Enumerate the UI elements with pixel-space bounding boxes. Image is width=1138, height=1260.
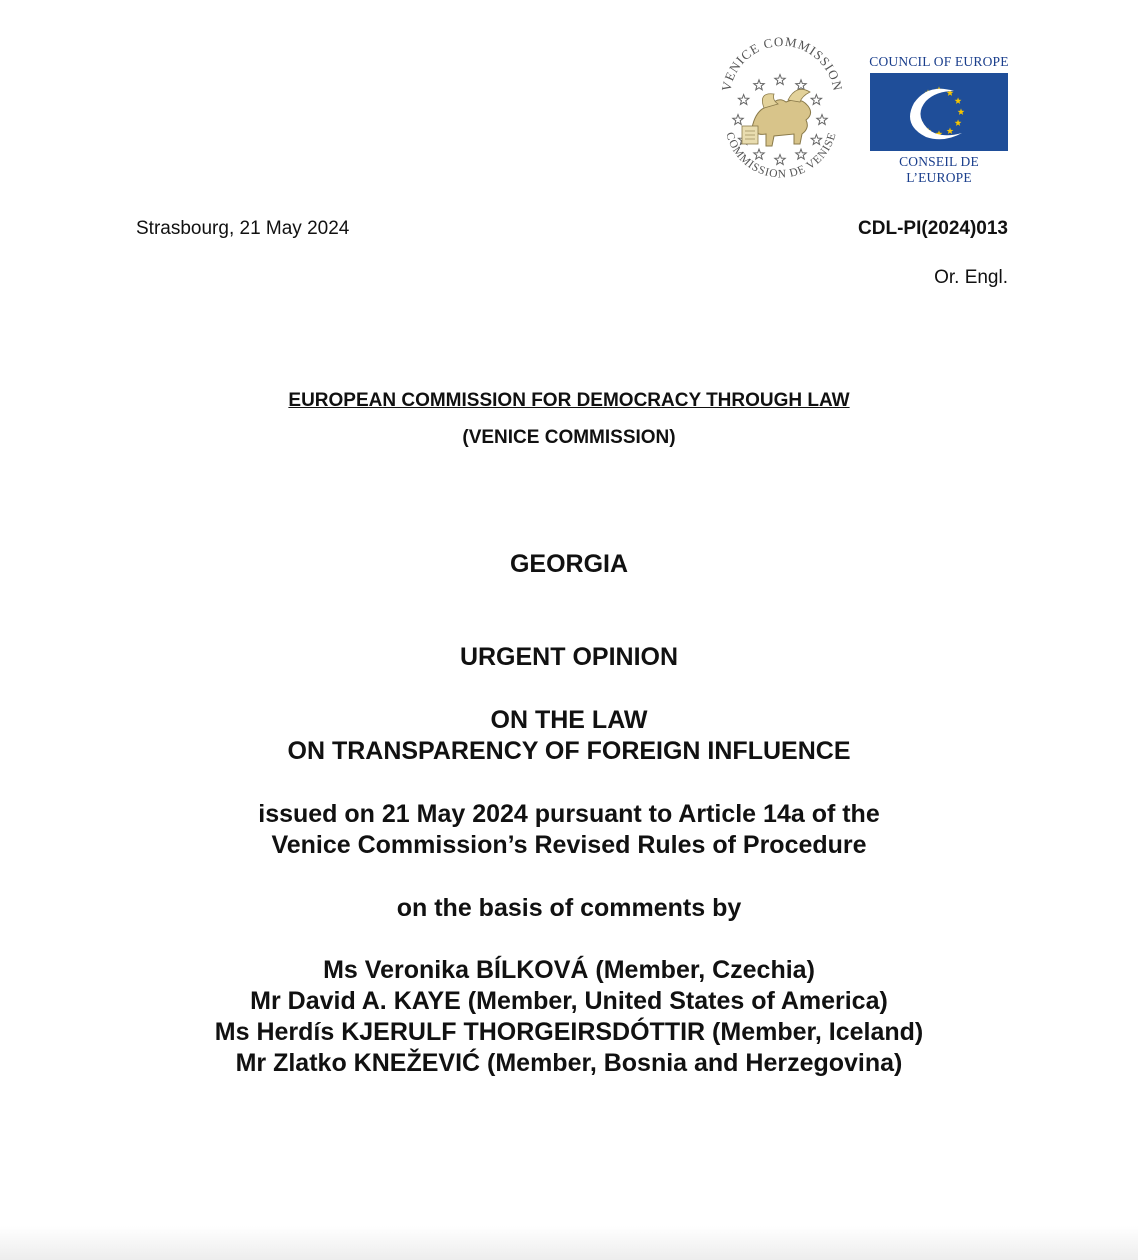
venice-star-icon <box>796 149 806 159</box>
venice-logo-top-text: VENICE COMMISSION <box>718 36 846 93</box>
venice-star-icon <box>811 135 821 145</box>
venice-logo-bottom-text: COMMISSION DE VENISE <box>723 130 839 181</box>
coe-flag <box>870 73 1008 151</box>
original-language: Or. Engl. <box>934 267 1008 288</box>
country-heading: GEORGIA <box>509 550 629 578</box>
venice-star-icon <box>811 95 821 105</box>
document-title-line: ON TRANSPARENCY OF FOREIGN INFLUENCE <box>287 737 851 765</box>
lion-of-saint-mark-icon <box>742 89 811 146</box>
coe-logo-top-text: COUNCIL OF EUROPE <box>869 54 1009 69</box>
venice-star-icon <box>754 80 764 90</box>
issued-statement-line: issued on 21 May 2024 pursuant to Article 14a of the <box>258 800 880 828</box>
venice-star-icon <box>817 115 827 125</box>
issued-statement-line: Venice Commission’s Revised Rules of Procedure <box>271 831 867 859</box>
venice-star-icon <box>754 149 764 159</box>
council-of-europe-logo <box>866 52 1012 185</box>
commission-name: EUROPEAN COMMISSION FOR DEMOCRACY THROUGH LAW <box>288 390 850 411</box>
basis-statement: on the basis of comments by <box>396 894 742 922</box>
place-and-date: Strasbourg, 21 May 2024 <box>136 218 350 239</box>
rapporteur-line: Mr Zlatko KNEŽEVIĆ (Member, Bosnia and Herzegovina) <box>235 1049 903 1077</box>
coe-logo-bottom-text: CONSEIL DE L’EUROPE <box>899 154 979 185</box>
rapporteur-line: Mr David A. KAYE (Member, United States of America) <box>250 987 888 1015</box>
document-title-line: ON THE LAW <box>490 706 648 734</box>
opinion-type-heading: URGENT OPINION <box>459 643 679 671</box>
rapporteur-line: Ms Veronika BÍLKOVÁ (Member, Czechia) <box>323 956 815 984</box>
venice-star-icon <box>738 95 748 105</box>
venice-star-icon <box>775 155 785 165</box>
commission-short-name: (VENICE COMMISSION) <box>462 427 676 448</box>
page-bottom-shadow <box>0 1226 1138 1260</box>
venice-star-icon <box>775 75 785 85</box>
venice-star-icon <box>733 115 743 125</box>
venice-star-icon <box>796 80 806 90</box>
venice-commission-logo <box>712 36 848 188</box>
document-reference: CDL-PI(2024)013 <box>858 218 1008 239</box>
rapporteur-line: Ms Herdís KJERULF THORGEIRSDÓTTIR (Member, Iceland) <box>214 1018 924 1046</box>
